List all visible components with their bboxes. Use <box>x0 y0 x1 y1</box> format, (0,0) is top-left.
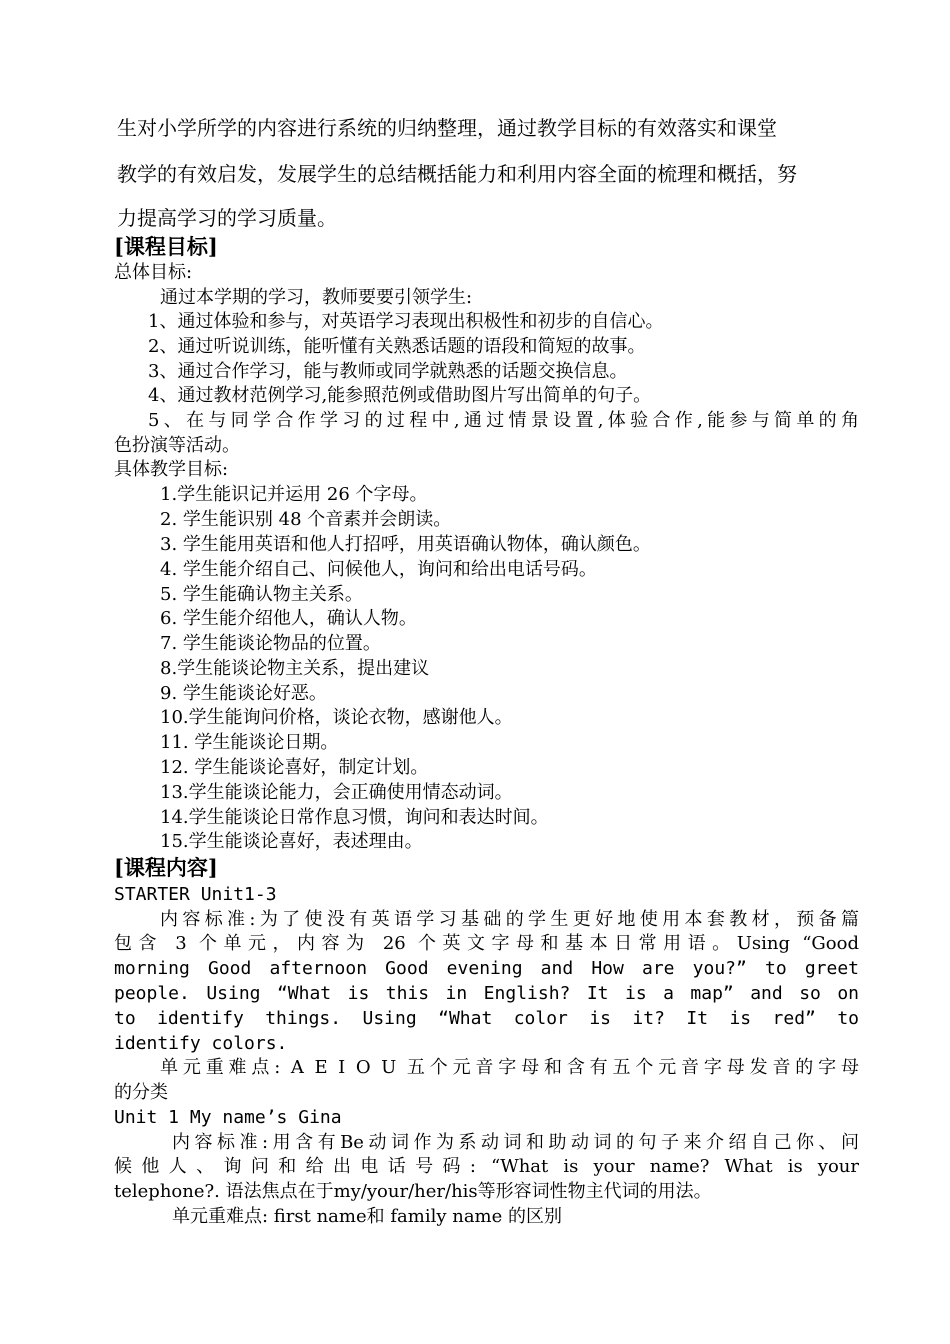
specific-goal-item: 12. 学生能谈论喜好，制定计划。 <box>160 757 429 778</box>
starter-content-line: people. Using “What is this in English? It is a map” and so on <box>114 983 859 1004</box>
unit1-content-line: 内容标准:用含有Be动词作为系动词和助动词的句子来介绍自己你、问 <box>172 1132 859 1153</box>
specific-goal-item: 9. 学生能谈论好恶。 <box>160 683 327 704</box>
overall-goal-item: 3、通过合作学习，能与教师或同学就熟悉的话题交换信息。 <box>148 361 628 382</box>
intro-line: 力提高学习的学习质量。 <box>117 206 337 230</box>
specific-goal-item: 10.学生能询问价格，谈论衣物，感谢他人。 <box>160 707 513 728</box>
starter-content-line: 包含 3 个单元，内容为 26 个英文字母和基本日常用语。Using “Good <box>114 933 859 954</box>
specific-goal-item: 8.学生能谈论物主关系，提出建议 <box>160 658 430 679</box>
starter-difficulty: 单元重难点: A E I O U 五个元音字母和含有五个元音字母发音的字母 <box>160 1057 859 1078</box>
specific-goal-item: 6. 学生能介绍他人，确认人物。 <box>160 608 417 629</box>
overall-goal-item: 2、通过听说训练，能听懂有关熟悉话题的语段和简短的故事。 <box>148 336 646 357</box>
specific-goals-label: 具体教学目标: <box>114 459 229 480</box>
section-heading-content: [课程内容] <box>114 855 218 880</box>
overall-goal-item: 5、在与同学合作学习的过程中,通过情景设置,体验合作,能参与简单的角 <box>148 410 859 431</box>
unit1-difficulty: 单元重难点: first name和 family name 的区别 <box>172 1206 562 1227</box>
unit1-title: Unit 1 My name’s Gina <box>114 1107 342 1128</box>
overall-goals-label: 总体目标: <box>114 262 193 283</box>
overall-goals-intro: 通过本学期的学习，教师要要引领学生: <box>160 287 473 308</box>
unit1-content-line: telephone?. 语法焦点在于my/your/her/his等形容词性物主代词的用法。 <box>114 1181 712 1202</box>
overall-goal-item: 1、通过体验和参与，对英语学习表现出积极性和初步的自信心。 <box>148 311 664 332</box>
overall-goal-item-continued: 色扮演等活动。 <box>114 435 240 456</box>
specific-goal-item: 14.学生能谈论日常作息习惯，询问和表达时间。 <box>160 807 549 828</box>
specific-goal-item: 11. 学生能谈论日期。 <box>160 732 339 753</box>
overall-goal-item: 4、通过教材范例学习,能参照范例或借助图片写出简单的句子。 <box>148 385 652 406</box>
specific-goal-item: 4. 学生能介绍自己、问候他人，询问和给出电话号码。 <box>160 559 597 580</box>
starter-content-line: morning Good afternoon Good evening and How are you?” to greet <box>114 958 859 979</box>
starter-content-line: identify colors. <box>114 1033 288 1054</box>
specific-goal-item: 2. 学生能识别 48 个音素并会朗读。 <box>160 509 452 530</box>
specific-goal-item: 3. 学生能用英语和他人打招呼，用英语确认物体，确认颜色。 <box>160 534 651 555</box>
starter-content-line: 内容标准:为了使没有英语学习基础的学生更好地使用本套教材，预备篇 <box>160 909 859 930</box>
specific-goal-item: 5. 学生能确认物主关系。 <box>160 584 363 605</box>
unit1-content-line: 候他人、询问和给出电话号码: “What is your name? What is your <box>114 1156 859 1177</box>
specific-goal-item: 7. 学生能谈论物品的位置。 <box>160 633 381 654</box>
intro-line: 教学的有效启发，发展学生的总结概括能力和利用内容全面的梳理和概括，努 <box>117 162 797 186</box>
intro-line: 生对小学所学的内容进行系统的归纳整理，通过教学目标的有效落实和课堂 <box>117 116 777 140</box>
section-heading-goals: [课程目标] <box>114 234 218 259</box>
specific-goal-item: 1.学生能识记并运用 26 个字母。 <box>160 484 428 505</box>
specific-goal-item: 15.学生能谈论喜好，表述理由。 <box>160 831 423 852</box>
starter-content-line: to identify things. Using “What color is it? It is red” to <box>114 1008 859 1029</box>
starter-unit-title: STARTER Unit1-3 <box>114 884 277 905</box>
specific-goal-item: 13.学生能谈论能力，会正确使用情态动词。 <box>160 782 513 803</box>
starter-difficulty-continued: 的分类 <box>114 1082 168 1103</box>
